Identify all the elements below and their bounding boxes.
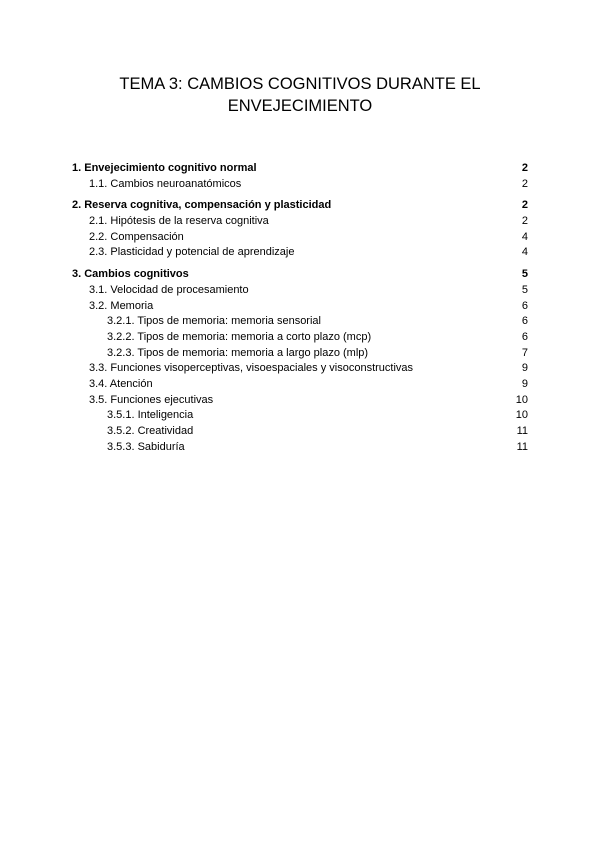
toc-entry-page: 4 [521, 230, 528, 243]
toc-entry-page: 10 [515, 409, 528, 422]
toc-entry-label: 3.2. Memoria [89, 299, 154, 312]
toc-entry-label: 3.2.3. Tipos de memoria: memoria a largo plazo (mlp) [107, 346, 369, 359]
toc-entry-page: 10 [515, 393, 528, 406]
toc-entry[interactable] [72, 283, 528, 299]
toc-entry-label: 3. Cambios cognitivos [72, 268, 189, 281]
toc-entry[interactable] [72, 177, 528, 193]
toc-entry-label: 3.5. Funciones ejecutivas [89, 393, 214, 406]
toc-entry-label: 2.2. Compensación [89, 230, 184, 243]
toc-entry-page: 6 [521, 315, 528, 328]
title-line-1: TEMA 3: CAMBIOS COGNITIVOS DURANTE EL [119, 75, 481, 93]
toc-entry[interactable] [72, 393, 528, 409]
toc-entry-page: 5 [521, 283, 528, 296]
toc-entry[interactable] [72, 161, 528, 177]
toc-entry[interactable] [72, 424, 528, 440]
table-of-contents [72, 161, 528, 455]
toc-entry-label: 3.3. Funciones visoperceptivas, visoespaciales y visoconstructivas [89, 362, 414, 375]
toc-entry[interactable] [72, 230, 528, 246]
toc-entry-page: 9 [521, 362, 528, 375]
toc-entry[interactable] [72, 314, 528, 330]
toc-entry-label: 3.5.2. Creatividad [107, 425, 194, 437]
toc-entry[interactable] [72, 361, 528, 377]
toc-entry-page: 5 [521, 268, 528, 281]
toc-entry[interactable] [72, 440, 528, 456]
toc-entry-label: 3.4. Atención [89, 377, 153, 390]
toc-entry[interactable] [72, 346, 528, 362]
toc-entry-page: 11 [516, 425, 528, 437]
toc-entry-page: 2 [521, 177, 528, 190]
toc-entry-label: 2. Reserva cognitiva, compensación y plasticidad [72, 199, 332, 212]
toc-entry[interactable] [72, 267, 528, 283]
toc-entry-label: 3.5.1. Inteligencia [107, 409, 194, 422]
toc-entry-page: 4 [521, 246, 528, 259]
toc-entry-page: 6 [521, 330, 528, 343]
toc-entry-label: 2.3. Plasticidad y potencial de aprendizaje [89, 246, 295, 259]
toc-entry-page: 11 [516, 440, 528, 453]
toc-entry-label: 2.1. Hipótesis de la reserva cognitiva [89, 215, 269, 228]
toc-entry[interactable] [72, 214, 528, 230]
title-line-2: ENVEJECIMIENTO [227, 97, 373, 115]
toc-entry[interactable] [72, 330, 528, 346]
toc-entry-page: 7 [521, 346, 528, 359]
toc-entry-page: 2 [521, 199, 528, 212]
toc-entry[interactable] [72, 408, 528, 424]
page-title [0, 73, 600, 117]
toc-entry-label: 3.2.1. Tipos de memoria: memoria sensorial [107, 315, 321, 328]
toc-entry-page: 2 [521, 215, 528, 228]
toc-entry-label: 3.1. Velocidad de procesamiento [89, 283, 249, 296]
toc-entry-page: 6 [521, 299, 528, 312]
toc-entry-label: 1.1. Cambios neuroanatómicos [89, 177, 242, 190]
toc-entry[interactable] [72, 245, 528, 261]
toc-entry-page: 9 [521, 377, 528, 390]
toc-entry-label: 3.2.2. Tipos de memoria: memoria a corto plazo (mcp) [107, 330, 372, 343]
toc-entry-label: 3.5.3. Sabiduría [107, 440, 185, 453]
toc-entry[interactable] [72, 299, 528, 315]
toc-entry-page: 2 [521, 162, 528, 174]
toc-entry-label: 1. Envejecimiento cognitivo normal [72, 162, 257, 174]
toc-entry[interactable] [72, 377, 528, 393]
toc-entry[interactable] [72, 198, 528, 214]
